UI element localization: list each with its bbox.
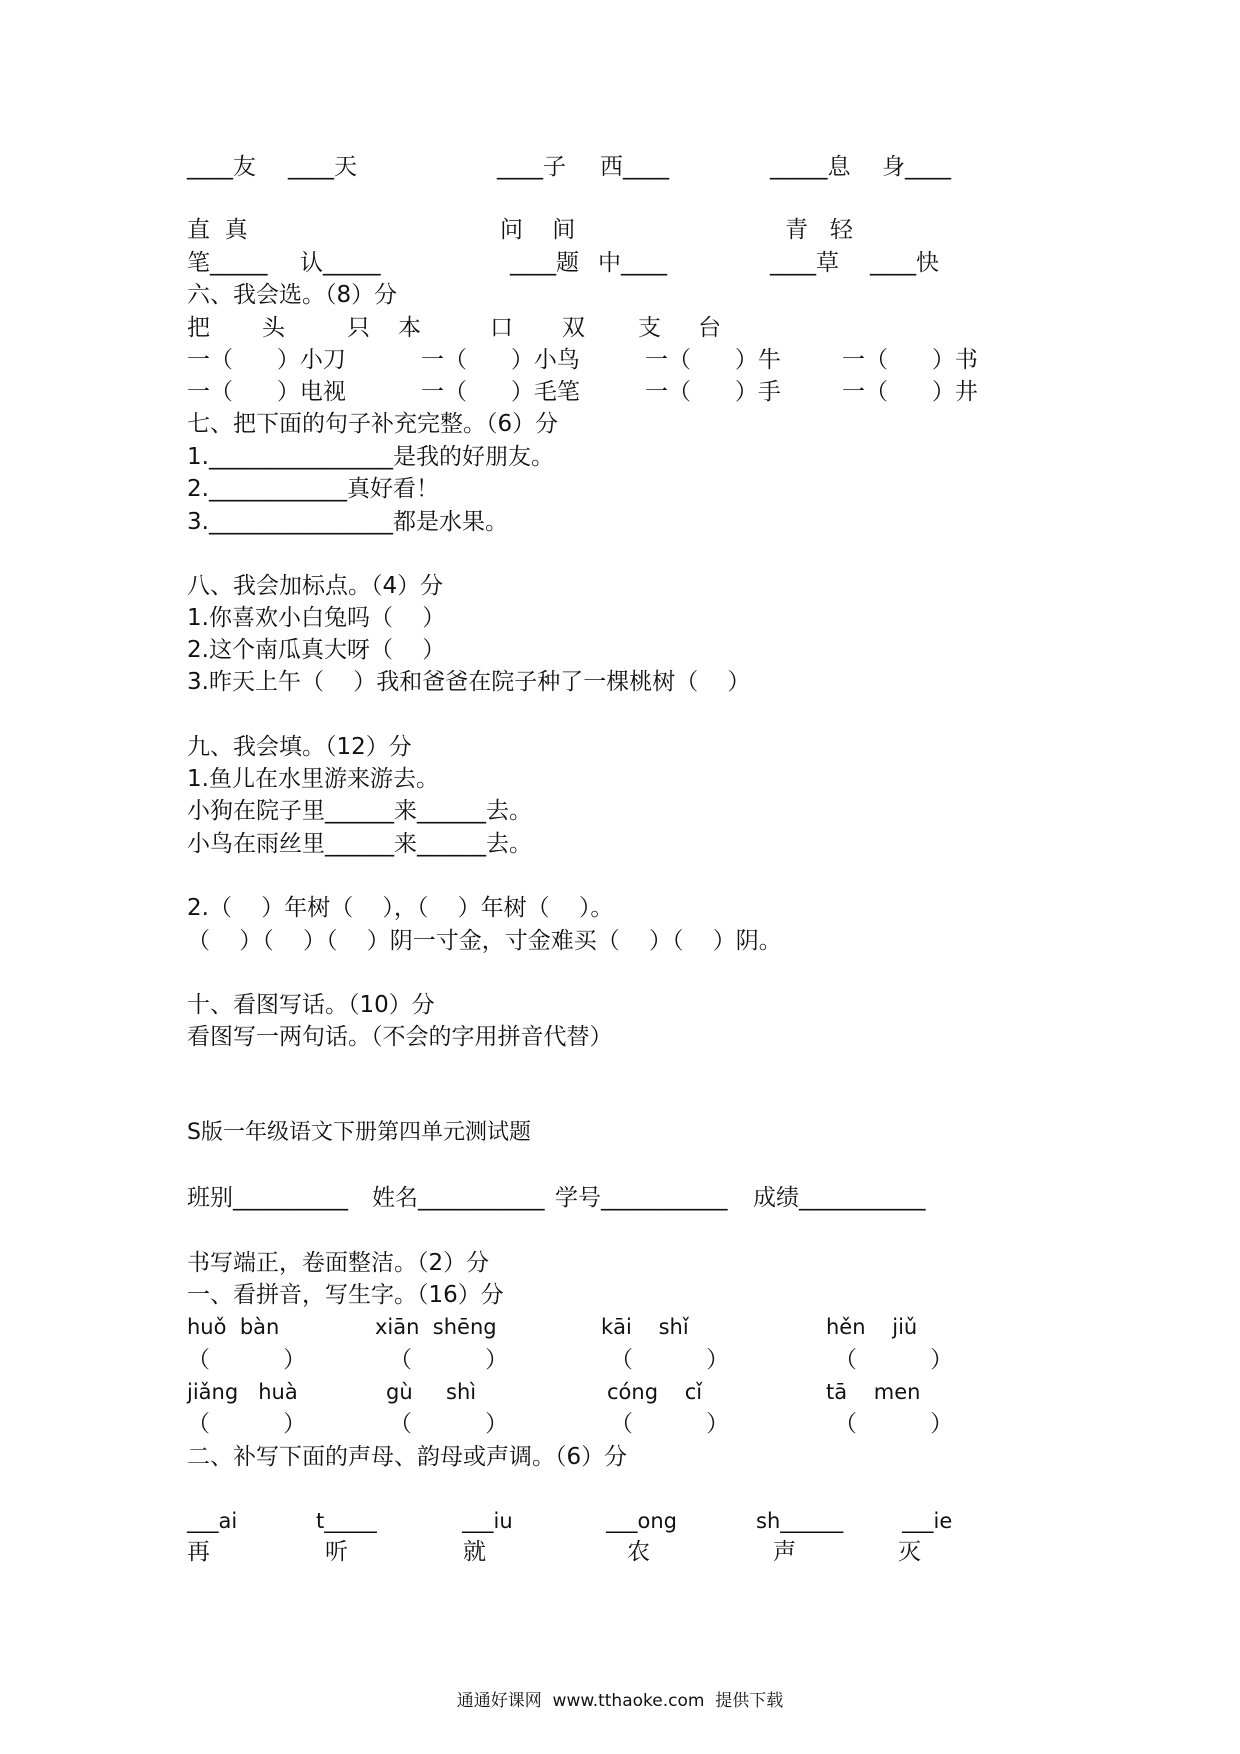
sec10-instruction: 看图写一两句话。（不会的字用拼音代替） [187,1024,613,1050]
pinyin: huǒ bàn [187,1315,280,1339]
hint-char: 听 [325,1539,348,1565]
hint-char: 声 [773,1539,796,1565]
sec6-item: 一（ ）小刀 [187,347,346,373]
sec9-line: 小狗在院子里______来______去。 [187,798,532,824]
neatness-note: 书写端正，卷面整洁。（2）分 [187,1250,490,1276]
sec9-line: 小鸟在雨丝里______来______去。 [187,831,532,857]
sec6-option: 双 [562,315,585,341]
pair-chars-2: 问 间 [500,217,576,243]
sec6-option: 口 [490,315,513,341]
answer-paren: （ ） [610,1411,730,1437]
info-number: 学号___________ [555,1185,728,1211]
sec8-line: 1.你喜欢小白兔吗（ ） [187,605,446,631]
blank-item: ___ai [187,1509,238,1533]
sec6-option: 把 [187,315,210,341]
sec7-line: 3.________________都是水果。 [187,509,508,535]
pair-blank-3b: ____快 [870,250,939,276]
sec8-line: 3.昨天上午（ ）我和爸爸在院子种了一棵桃树（ ） [187,669,751,695]
sec6-item: 一（ ）书 [842,347,978,373]
pair-blank-3a: ____草 [770,250,839,276]
hint-char: 再 [187,1539,210,1565]
sec8-line: 2.这个南瓜真大呀（ ） [187,637,446,663]
pinyin: gù shì [386,1380,477,1404]
answer-paren: （ ） [834,1347,954,1373]
sec6-option: 台 [698,315,721,341]
sec9-line: （ ）（ ）（ ）阴一寸金，寸金难买（ ）（ ）阴。 [187,928,782,954]
pair-word-1: ____友 [187,154,256,180]
pair-blank-2a: ____题 [510,250,579,276]
blank-item: sh______ [756,1509,844,1533]
blank-item: ___ong [606,1509,677,1533]
sec9-line: 2.（ ）年树（ ），（ ）年树（ ）。 [187,895,614,921]
sec6-option: 头 [262,315,285,341]
pair-blank-1b: 认_____ [300,250,381,276]
hint-char: 灭 [898,1539,921,1565]
info-class: 班别__________ [187,1185,348,1211]
section-2-title: 二、补写下面的声母、韵母或声调。（6）分 [187,1444,628,1470]
answer-paren: （ ） [834,1411,954,1437]
pair-chars-3: 青 轻 [785,217,853,243]
pinyin: kāi shǐ [601,1315,689,1339]
section-7-title: 七、把下面的句子补充完整。（6）分 [187,411,559,437]
pair-word-4: 西____ [600,154,669,180]
sec6-item: 一（ ）牛 [645,347,781,373]
answer-paren: （ ） [187,1347,307,1373]
pair-word-5: _____息 [770,154,851,180]
pair-chars-1: 直 真 [187,217,248,243]
section-9-title: 九、我会填。（12）分 [187,734,412,760]
sec6-item: 一（ ）井 [842,379,978,405]
section-8-title: 八、我会加标点。（4）分 [187,573,444,599]
pinyin: hěn jiǔ [826,1315,918,1339]
sec6-item: 一（ ）手 [645,379,781,405]
sec6-item: 一（ ）小鸟 [421,347,580,373]
sec6-option: 支 [638,315,661,341]
sec7-line: 2.____________真好看！ [187,476,439,502]
pair-blank-1a: 笔_____ [187,250,268,276]
answer-paren: （ ） [389,1347,509,1373]
sec6-item: 一（ ）毛笔 [421,379,580,405]
answer-paren: （ ） [389,1411,509,1437]
section-6-title: 六、我会选。（8）分 [187,282,398,308]
sec6-option: 只 [347,315,370,341]
sec7-line: 1.________________是我的好朋友。 [187,444,554,470]
section-10-title: 十、看图写话。（10）分 [187,992,435,1018]
section-1-title: 一、看拼音，写生字。（16）分 [187,1282,504,1308]
sec9-line: 1.鱼儿在水里游来游去。 [187,766,439,792]
pinyin: cóng cǐ [607,1380,703,1404]
pinyin: tā men [826,1380,921,1404]
blank-item: t_____ [316,1509,377,1533]
pinyin: jiǎng huà [187,1380,298,1404]
blank-item: ___ie [902,1509,953,1533]
info-name: 姓名___________ [372,1185,545,1211]
answer-paren: （ ） [187,1411,307,1437]
blank-item: ___iu [462,1509,513,1533]
hint-char: 农 [627,1539,650,1565]
info-score: 成绩___________ [753,1185,926,1211]
footer-watermark: 通通好课网 www.tthaoke.com 提供下载 [456,1691,784,1711]
pair-word-2: ____天 [288,154,357,180]
pair-word-6: 身____ [882,154,951,180]
pair-blank-2b: 中____ [598,250,667,276]
sec6-option: 本 [398,315,421,341]
pair-word-3: ____子 [497,154,566,180]
sec6-item: 一（ ）电视 [187,379,346,405]
answer-paren: （ ） [610,1347,730,1373]
hint-char: 就 [463,1539,486,1565]
test-title: S版一年级语文下册第四单元测试题 [187,1120,531,1145]
pinyin: xiān shēng [375,1315,497,1339]
